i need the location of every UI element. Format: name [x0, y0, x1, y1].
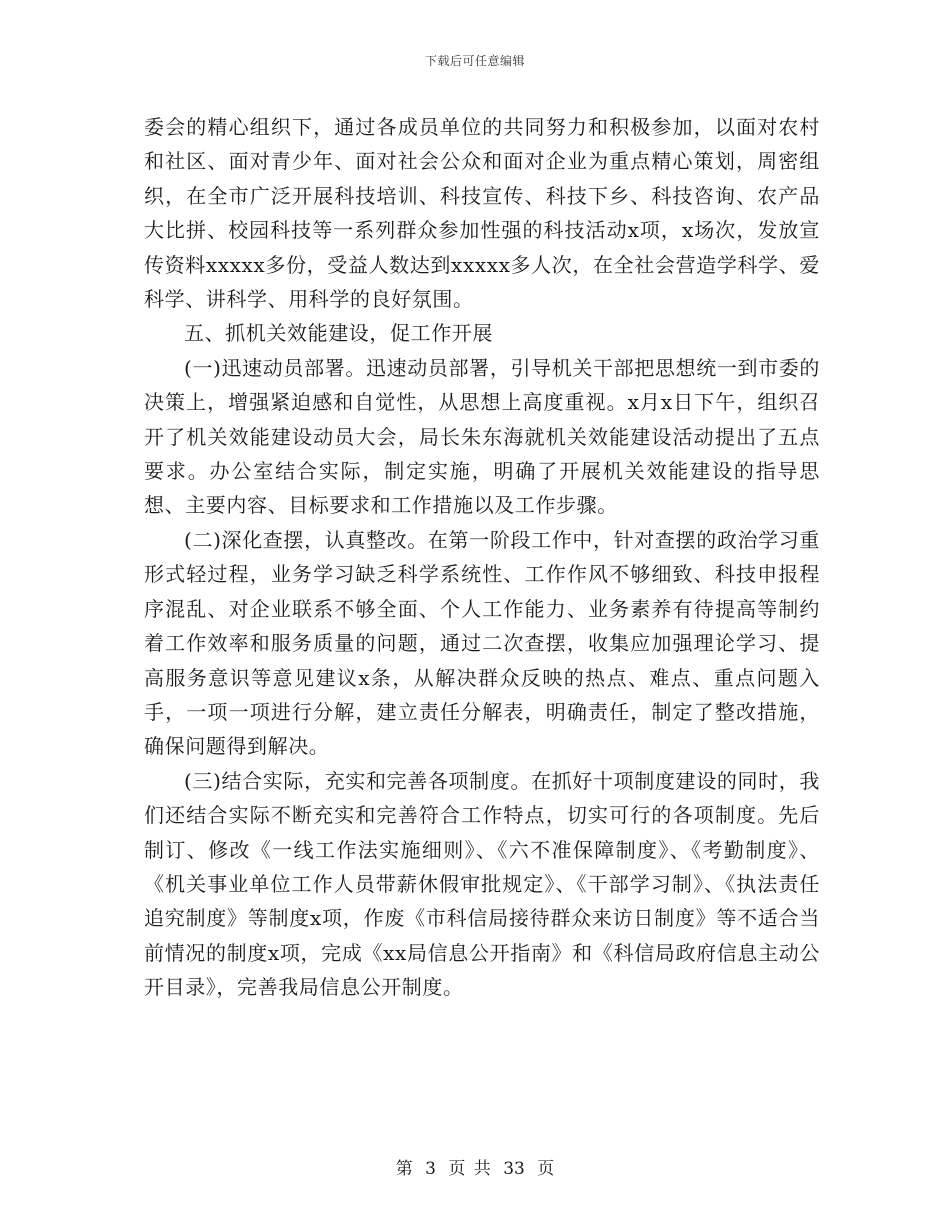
paragraph-mobilization: (一)迅速动员部署。迅速动员部署，引导机关干部把思想统一到市委的决策上，增强紧迫感和自觉性，从思想上高度重视。x月x日下午，组织召开了机关效能建设动员大会，局长朱东海就机关效能建设活动提出了五点要求。办公室结合实际，制定实施，明确了开展机关效能建设的指导思想、主要内容、目标要求和工作措施以及工作步骤。 [144, 355, 820, 518]
footer-prefix: 第 [395, 1159, 413, 1179]
paragraph-institutions: (三)结合实际，充实和完善各项制度。在抓好十项制度建设的同时，我们还结合实际不断充实和完善符合工作特点，切实可行的各项制度。先后制订、修改《一线工作法实施细则》、《六不准保障制度》、《考勤制度》、《机关事业单位工作人员带薪休假审批规定》、《干部学习制》、《执法责任追究制度》等制度x项，作废《市科信局接待群众来访日制度》等不适合当前情况的制度x项，完成《xx局信息公开指南》和《科信局政府信息主动公开目录》，完善我局信息公开制度。 [144, 768, 820, 1000]
footer-total-pages: 33 [503, 1159, 525, 1179]
document-body [144, 110, 820, 1005]
section-heading: 五、抓机关效能建设，促工作开展 [184, 321, 493, 346]
paragraph-rectification: (二)深化查摆，认真整改。在第一阶段工作中，针对查摆的政治学习重形式轻过程，业务学习缺乏科学系统性、工作作风不够细致、科技申报程序混乱、对企业联系不够全面、个人工作能力、业务素养有待提高等制约着工作效率和服务质量的问题，通过二次查摆，收集应加强理论学习、提高服务意识等意见建议x条，从解决群众反映的热点、难点、重点问题入手，一项一项进行分解，建立责任分解表，明确责任，制定了整改措施，确保问题得到解决。 [144, 527, 820, 759]
footer-middle: 页 共 [448, 1159, 491, 1179]
footer-suffix: 页 [537, 1159, 555, 1179]
page-header-note: 下载后可任意编辑 [424, 54, 525, 68]
page-footer [0, 1154, 950, 1179]
paragraph-continuation: 委会的精心组织下，通过各成员单位的共同努力和积极参加，以面对农村和社区、面对青少年、面对社会公众和面对企业为重点精心策划，周密组织，在全市广泛开展科技培训、科技宣传、科技下乡、科技咨询、农产品大比拼、校园科技等一系列群众参加性强的科技活动x项，x场次，发放宣传资料xxxxx多份，受益人数达到xxxxx多人次，在全社会营造学科学、爱科学、讲科学、用科学的良好氛围。 [144, 115, 820, 312]
footer-current-page: 3 [425, 1159, 436, 1179]
